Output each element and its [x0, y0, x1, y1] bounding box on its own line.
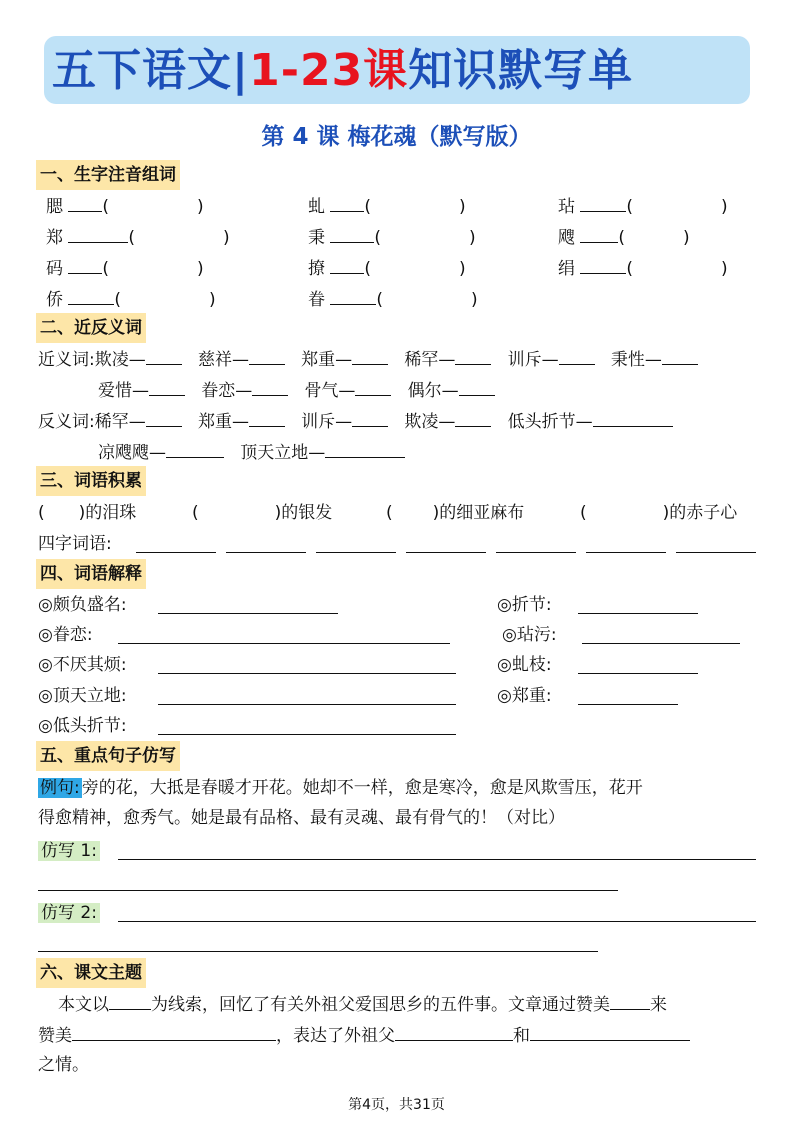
answer-line: [316, 552, 396, 553]
phrase-blank: ( )的赤子心: [580, 503, 738, 523]
answer-line: [158, 613, 338, 614]
section-heading-5: 五、重点句子仿写: [36, 741, 180, 771]
answer-line: [136, 552, 216, 553]
term-label: ◎颇负盛名:: [38, 595, 127, 615]
char-item: 秉 ( ): [308, 224, 476, 251]
section-heading-4: 四、词语解释: [36, 559, 146, 589]
answer-line: [158, 704, 456, 705]
term-label: ◎折节:: [497, 595, 552, 615]
char-item: 码 ( ): [46, 255, 204, 282]
char-item: 绢 ( ): [558, 255, 728, 282]
char-item: 郑 ( ): [46, 224, 230, 251]
theme-line-2: 赞美 ，表达了外祖父 和: [38, 1022, 690, 1049]
answer-line: [118, 859, 756, 860]
answer-line: [118, 643, 450, 644]
phrase-blank: ( )的细亚麻布: [386, 503, 525, 523]
char-item: 腮 ( ): [46, 193, 204, 220]
example-sentence-line-2: 得愈精神，愈秀气。她是最有品格、最有灵魂、最有骨气的！（对比）: [38, 808, 565, 828]
theme-line-3: 之情。: [38, 1055, 89, 1075]
term-label: ◎郑重:: [497, 686, 552, 706]
answer-line: [578, 613, 698, 614]
char-item: 侨 ( ): [46, 286, 216, 313]
section-heading-2: 二、近反义词: [36, 313, 146, 343]
phrase-blank: ( )的泪珠: [38, 503, 137, 523]
term-label: ◎顶天立地:: [38, 686, 127, 706]
section-heading-1: 一、生字注音组词: [36, 160, 180, 190]
answer-line: [38, 951, 598, 952]
term-label: ◎虬枝:: [497, 655, 552, 675]
answer-line: [406, 552, 486, 553]
page-footer: 第4页，共31页: [348, 1097, 445, 1113]
example-sentence-line-1: 例句: 旁的花，大抵是春暖才开花。她却不一样，愈是寒冷，愈是风欺雪压，花开: [40, 778, 643, 798]
four-char-label: 四字词语:: [38, 534, 112, 554]
section-heading-6: 六、课文主题: [36, 958, 146, 988]
term-label: ◎低头折节:: [38, 716, 127, 736]
answer-line: [38, 890, 618, 891]
answer-line: [496, 552, 576, 553]
document-title: 五下语文|1-23课知识默写单: [52, 45, 634, 96]
term-label: ◎玷污:: [502, 625, 557, 645]
answer-line: [578, 704, 678, 705]
answer-line: [226, 552, 306, 553]
answer-line: [118, 921, 756, 922]
answer-line: [582, 643, 740, 644]
antonym-row: 凉飕飕— 顶天立地—: [98, 439, 405, 466]
term-label: ◎眷恋:: [38, 625, 93, 645]
char-item: 玷 ( ): [558, 193, 728, 220]
answer-line: [676, 552, 756, 553]
imitation-label-2: 仿写 2:: [38, 900, 100, 926]
lesson-title: 第 4 课 梅花魂（默写版）: [261, 124, 532, 150]
synonym-row: 爱惜— 眷恋— 骨气— 偶尔—: [98, 377, 495, 404]
char-item: 撩 ( ): [308, 255, 466, 282]
char-item: 眷 ( ): [308, 286, 478, 313]
theme-line-1: 本文以 为线索，回忆了有关外祖父爱国思乡的五件事。文章通过赞美 来: [58, 991, 667, 1018]
char-item: 飕 ( ): [558, 224, 690, 251]
example-label: 例句:: [40, 778, 80, 798]
answer-line: [578, 673, 698, 674]
answer-line: [586, 552, 666, 553]
antonym-row: 反义词:稀罕— 郑重— 训斥— 欺凌— 低头折节—: [38, 408, 673, 435]
term-label: ◎不厌其烦:: [38, 655, 127, 675]
answer-line: [158, 673, 456, 674]
section-heading-3: 三、词语积累: [36, 466, 146, 496]
synonym-row: 近义词:欺凌— 慈祥— 郑重— 稀罕— 训斥— 秉性—: [38, 346, 698, 373]
phrase-blank: ( )的银发: [192, 503, 333, 523]
char-item: 虬 ( ): [308, 193, 466, 220]
imitation-label-1: 仿写 1:: [38, 838, 100, 864]
answer-line: [158, 734, 456, 735]
